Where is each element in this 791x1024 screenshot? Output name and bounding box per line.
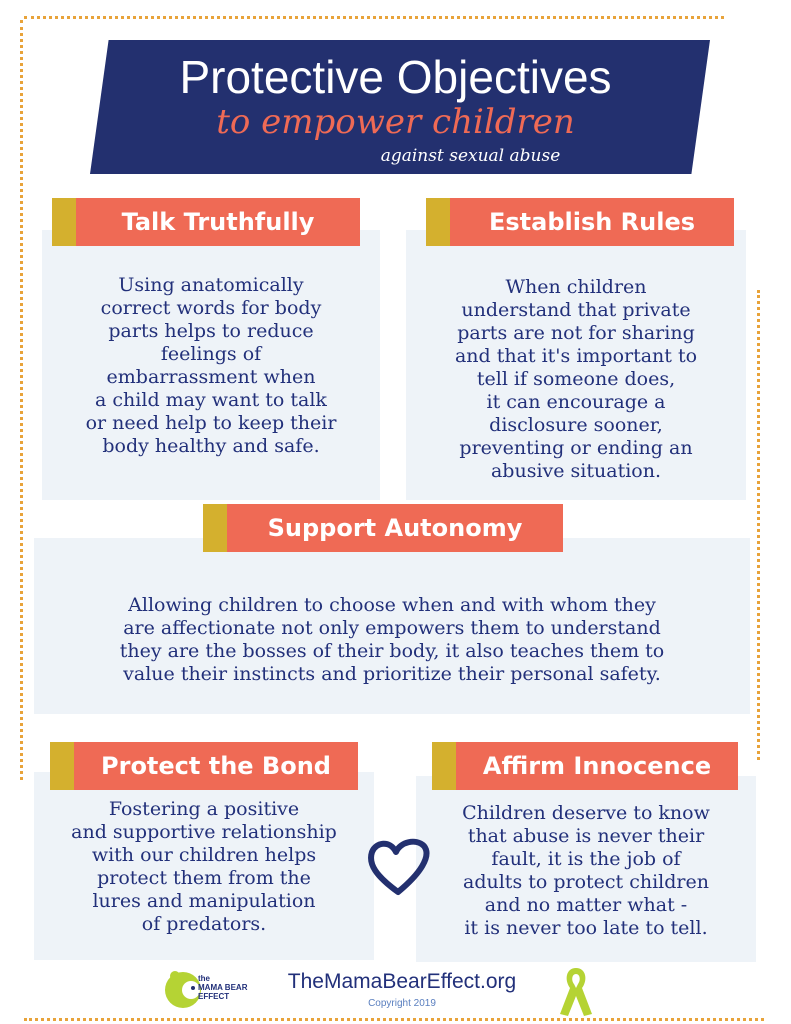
- logo-text: [198, 974, 247, 1001]
- text-line: disclosure sooner,: [489, 414, 663, 436]
- text-line: body healthy and safe.: [102, 435, 320, 457]
- footer-url[interactable]: TheMamaBearEffect.org: [287, 970, 517, 993]
- text-line: it can encourage a: [486, 391, 666, 413]
- dotted-border-top: [24, 16, 724, 19]
- heading-label: Talk Truthfully: [76, 198, 360, 246]
- text-line: a child may want to talk: [95, 389, 327, 411]
- text-line: with our children helps: [91, 844, 317, 866]
- text-line: that abuse is never their: [467, 825, 705, 847]
- card-establish-rules: [406, 230, 746, 500]
- heading-affirm-innocence: [432, 742, 738, 790]
- dotted-border-bottom: [24, 1018, 764, 1021]
- text-line: Children deserve to know: [462, 802, 710, 824]
- logo-line: EFFECT: [198, 992, 230, 1001]
- card-protect-the-bond: [34, 772, 374, 960]
- text-line: protect them from the: [97, 867, 311, 889]
- heading-support-autonomy: [203, 504, 563, 552]
- heading-label: Protect the Bond: [74, 742, 358, 790]
- text-line: are affectionate not only empowers them to understand: [123, 617, 661, 639]
- text-line: tell if someone does,: [476, 368, 676, 390]
- text-line: and that it's important to: [454, 345, 698, 367]
- card-protect-the-bond-text: [34, 798, 374, 936]
- heading-protect-the-bond: [50, 742, 358, 790]
- footer-copyright: Copyright 2019: [368, 998, 436, 1009]
- text-line: of predators.: [141, 913, 267, 935]
- text-line: embarrassment when: [106, 366, 316, 388]
- heading-accent: [203, 504, 227, 552]
- card-affirm-innocence-text: [416, 802, 756, 940]
- text-line: adults to protect children: [463, 871, 709, 893]
- heading-accent: [426, 198, 450, 246]
- page-subtitle: to empower children: [216, 102, 575, 142]
- heading-accent: [50, 742, 74, 790]
- logo-line: MAMA BEAR: [198, 983, 248, 992]
- card-talk-truthfully-text: [42, 274, 380, 458]
- page-title: Protective Objectives: [179, 51, 612, 103]
- heading-label: Support Autonomy: [227, 504, 563, 552]
- text-line: feelings of: [160, 343, 262, 365]
- text-line: correct words for body: [100, 297, 322, 319]
- text-line: it is never too late to tell.: [464, 917, 708, 939]
- dotted-border-right: [757, 290, 760, 760]
- ribbon-icon: [556, 964, 596, 1018]
- text-line: fault, it is the job of: [491, 848, 681, 870]
- text-line: lures and manipulation: [92, 890, 316, 912]
- text-line: and no matter what -: [484, 894, 688, 916]
- card-support-autonomy: [34, 538, 750, 714]
- text-line: preventing or ending an: [459, 437, 693, 459]
- heading-accent: [52, 198, 76, 246]
- text-line: value their instincts and prioritize their personal safety.: [123, 663, 661, 685]
- heading-talk-truthfully: [52, 198, 360, 246]
- text-line: Fostering a positive: [108, 798, 300, 820]
- heading-accent: [432, 742, 456, 790]
- page-tagline: against sexual abuse: [380, 146, 561, 166]
- heading-label: Affirm Innocence: [456, 742, 738, 790]
- text-line: When children: [505, 276, 647, 298]
- text-line: parts are not for sharing: [457, 322, 695, 344]
- text-line: Allowing children to choose when and with whom they: [128, 594, 656, 616]
- text-line: they are the bosses of their body, it also teaches them to: [119, 640, 665, 662]
- text-line: and supportive relationship: [71, 821, 337, 843]
- heading-label: Establish Rules: [450, 198, 734, 246]
- text-line: parts helps to reduce: [108, 320, 314, 342]
- text-line: or need help to keep their: [85, 412, 337, 434]
- text-line: understand that private: [461, 299, 691, 321]
- heart-icon: [366, 836, 430, 898]
- heading-establish-rules: [426, 198, 734, 246]
- logo-line: the: [198, 974, 210, 983]
- text-line: abusive situation.: [490, 460, 662, 482]
- text-line: Using anatomically: [118, 274, 304, 296]
- card-establish-rules-text: [406, 276, 746, 483]
- card-affirm-innocence: [416, 776, 756, 962]
- card-talk-truthfully: [42, 230, 380, 500]
- card-support-autonomy-text: [34, 594, 750, 686]
